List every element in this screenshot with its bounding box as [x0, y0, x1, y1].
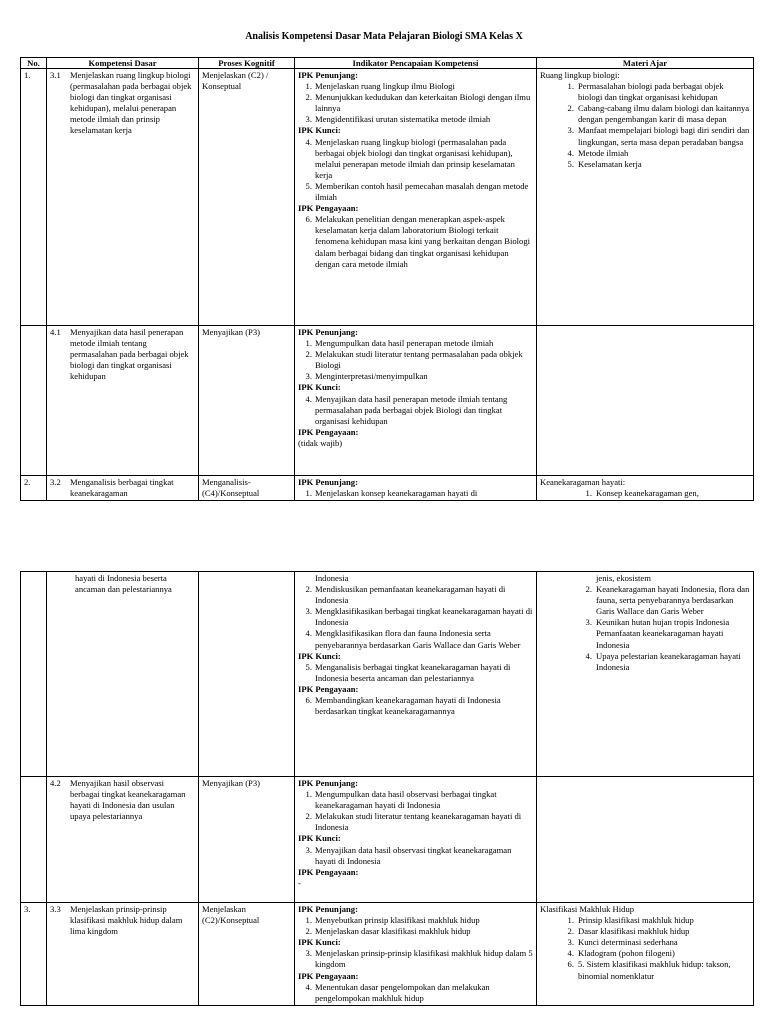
- list-item: 5. Keselamatan kerja: [567, 158, 642, 169]
- ipk-kunci-heading: IPK Kunci:: [298, 125, 341, 136]
- materi-ajar-cell: [537, 69, 754, 326]
- row-number: [21, 326, 47, 476]
- row-number: 3.: [21, 903, 47, 1006]
- tidak-wajib-note: (tidak wajib): [298, 437, 343, 448]
- list-item: 3. Menyajikan data hasil observasi tingkat keanekaragaman hayati di Indonesia: [305, 844, 512, 866]
- kompetensi-dasar-cell: [47, 572, 199, 777]
- table-header-row: [21, 58, 754, 69]
- header-indikator: Indikator Pencapaian Kompetensi: [295, 58, 537, 69]
- kd-number: 4.1: [50, 327, 61, 337]
- list-item: 4. Menjelaskan ruang lingkup biologi (permasalahan pada berbagai objek biologi dan tingkat organisasi kehidupan), melalui penerapan metode ilmiah dan prinsip keselamatan kerja: [305, 136, 515, 180]
- kompetensi-dasar-cell: [47, 326, 199, 476]
- list-item: 2. Menjelaskan dasar klasifikasi makhluk hidup: [305, 926, 471, 937]
- kd-text: hayati di Indonesia beserta ancaman dan pelestariannya: [75, 573, 172, 595]
- document-title: Analisis Kompetensi Dasar Mata Pelajaran Biologi SMA Kelas X: [245, 31, 523, 42]
- indikator-cell: [295, 476, 537, 501]
- proses-kognitif-cell: Menjelaskan (C2) / Konseptual: [199, 69, 295, 326]
- kd-text: Menganalisis berbagai tingkat keanekaragaman: [70, 477, 174, 499]
- list-item: 2. Keanekaragaman hayati Indonesia, flora dan fauna, serta penyebarannya berdasarkan Garis Wallace dan Garis Weber: [585, 584, 750, 617]
- analysis-table-page2: [20, 571, 754, 1006]
- ipk-pengayaan-heading: IPK Pengayaan:: [298, 426, 359, 437]
- list-item: 2. Melakukan studi literatur tentang keanekaragaman hayati di Indonesia: [305, 811, 522, 833]
- list-item: 5. Memberikan contoh hasil pemecahan masalah dengan metode ilmiah: [305, 180, 529, 203]
- page-break: [0, 510, 768, 570]
- materi-ajar-cell: [537, 572, 754, 777]
- header-materi-ajar: Materi Ajar: [537, 58, 754, 69]
- list-item: 4. Kladogram (pohon filogeni): [567, 948, 675, 959]
- list-item: 2. Menunjukkan kedudukan dan keterkaitan Biologi dengan ilmu lainnya: [305, 92, 531, 114]
- list-item: 1. Konsep keanekaragaman gen,: [585, 488, 699, 499]
- table-row: [21, 572, 754, 777]
- list-item: 3. Mengklasifikasikan berbagai tingkat keanekaragaman hayati di Indonesia: [305, 606, 533, 628]
- kd-number: 4.2: [50, 778, 61, 788]
- materi-title: Keanekaragaman hayati:: [540, 477, 626, 487]
- list-item: 1. Mengumpulkan data hasil observasi berbagai tingkat keanekaragaman hayati di Indonesia: [305, 789, 497, 811]
- materi-ajar-cell: [537, 326, 754, 476]
- materi-title: Klasifikasi Makhluk Hidup: [540, 904, 635, 914]
- materi-ajar-cell: [537, 476, 754, 501]
- kompetensi-dasar-cell: [47, 777, 199, 903]
- row-number: [21, 572, 47, 777]
- list-item: 3. Manfaat mempelajari biologi bagi diri sendiri dan lingkungan, serta masa depan peradaban bangsa: [567, 125, 750, 147]
- list-item: 2. Cabang-cabang ilmu dalam biologi dan kaitannya dengan pengembangan karir di masa depan: [567, 103, 750, 125]
- list-item: 1. Prinsip klasifikasi makhluk hidup: [567, 915, 694, 926]
- list-item: 3. Kunci determinasi sederhana: [567, 937, 678, 948]
- materi-title: Ruang lingkup biologi:: [540, 70, 620, 80]
- list-item: 3. Keunikan hutan hujan tropis Indonesia Pemanfaatan keanekaragaman hayati Indonesia: [585, 617, 730, 650]
- proses-kognitif-cell: Menganalisis- (C4)/Konseptual: [199, 476, 295, 501]
- list-item: 4. Upaya pelestarian keanekaragaman hayati Indonesia: [585, 650, 741, 672]
- ipk-kunci-heading: IPK Kunci:: [298, 833, 341, 844]
- list-item: 6. Melakukan penelitian dengan menerapkan aspek-aspek keselamatan kerja dalam laboratorium Biologi terkait fenomena kehidupan masa kini yang berkaitan dengan Biologi dalam berbagai bidang dan tingkat organisasi kehidupan dengan cara metode ilmiah: [305, 214, 531, 269]
- kd-number: 3.1: [50, 70, 61, 80]
- ipk-kunci-heading: IPK Kunci:: [298, 650, 341, 661]
- proses-kognitif-cell: [199, 572, 295, 777]
- pengayaan-dash: -: [298, 877, 301, 888]
- ipk-pengayaan-heading: IPK Pengayaan:: [298, 203, 359, 214]
- ipk-pengayaan-heading: IPK Pengayaan:: [298, 866, 359, 877]
- indikator-cell: [295, 777, 537, 903]
- table-row: [21, 903, 754, 1006]
- kd-text: Menyajikan data hasil penerapan metode ilmiah tentang permasalahan pada berbagai objek biologi dan tingkat organisasi kehidupan: [70, 327, 189, 382]
- list-item: 2. Dasar klasifikasi makhluk hidup: [567, 926, 690, 937]
- indikator-cell: [295, 572, 537, 777]
- materi-ajar-cell: [537, 903, 754, 1006]
- table-row: [21, 777, 754, 903]
- row-number: 1.: [21, 69, 47, 326]
- proses-kognitif-cell: Menyajikan (P3): [199, 326, 295, 476]
- table-row: [21, 476, 754, 501]
- ipk-penunjang-heading: IPK Penunjang:: [298, 477, 358, 487]
- list-item: jenis, ekosistem: [596, 573, 651, 583]
- kd-text: Menjelaskan ruang lingkup biologi (permasalahan pada berbagai objek biologi dan tingkat organisasi kehidupan), melalui penerapan metode ilmiah dan prinsip keselamatan kerja: [70, 70, 192, 136]
- kompetensi-dasar-cell: [47, 903, 199, 1006]
- ipk-penunjang-heading: IPK Penunjang:: [298, 70, 358, 80]
- materi-ajar-cell: [537, 777, 754, 903]
- list-item: 5. Menganalisis berbagai tingkat keanekaragaman hayati di Indonesia beserta ancaman dan pelestariannya: [305, 661, 511, 683]
- header-proses-kognitif: Proses Kognitif: [199, 58, 295, 69]
- list-item: 1. Menyebutkan prinsip klasifikasi makhluk hidup: [305, 915, 480, 926]
- proses-kognitif-cell: Menjelaskan (C2)/Konseptual: [199, 903, 295, 1006]
- list-item: 1. Mengumpulkan data hasil penerapan metode ilmiah: [305, 338, 494, 349]
- ipk-pengayaan-heading: IPK Pengayaan:: [298, 970, 359, 981]
- header-no: No.: [21, 58, 47, 69]
- list-item: 1. Menjelaskan konsep keanekaragaman hayati di: [305, 488, 478, 499]
- list-item: 4. Mengklasifikasikan flora dan fauna Indonesia serta penyebarannya berdasarkan Garis Wallace dan Garis Weber: [305, 628, 521, 650]
- list-item: 3. Mengidentifikasi urutan sistematika metode ilmiah: [305, 114, 491, 125]
- ipk-penunjang-heading: IPK Penunjang:: [298, 904, 358, 914]
- list-item: 2. Mendiskusikan pemanfaatan keanekaragaman hayati di Indonesia: [305, 584, 506, 606]
- list-item: 3. Menjelaskan prinsip-prinsip klasifikasi makhluk hidup dalam 5 kingdom: [305, 948, 533, 970]
- kd-number: 3.3: [50, 904, 61, 914]
- kd-number: 3.2: [50, 477, 61, 487]
- indikator-cell: [295, 69, 537, 326]
- table-row: [21, 326, 754, 476]
- indikator-cell: [295, 903, 537, 1006]
- kompetensi-dasar-cell: [47, 69, 199, 326]
- list-item: 4. Menentukan dasar pengelompokan dan melakukan pengelompokan makhluk hidup: [305, 981, 490, 1003]
- list-item: 1. Permasalahan biologi pada berbagai objek biologi dan tingkat organisasi kehidupan: [567, 81, 724, 103]
- list-item: 4. Menyajikan data hasil penerapan metode ilmiah tentang permasalahan pada berbagai objek Biologi dan tingkat organisasi kehidupan: [305, 393, 508, 426]
- list-item: 6. 5. Sistem klasifikasi makhluk hidup: takson, binomial nomenklatur: [567, 959, 731, 981]
- list-item: 4. Metode ilmiah: [567, 147, 629, 158]
- list-item: 3. Menginterpretasi/menyimpulkan: [305, 371, 428, 382]
- ipk-kunci-heading: IPK Kunci:: [298, 937, 341, 948]
- ipk-kunci-heading: IPK Kunci:: [298, 382, 341, 393]
- header-kompetensi-dasar: Kompetensi Dasar: [47, 58, 199, 69]
- table-row: [21, 69, 754, 326]
- indikator-cell: [295, 326, 537, 476]
- list-item: Indonesia: [315, 573, 349, 583]
- row-number: [21, 777, 47, 903]
- kd-text: Menjelaskan prinsip-prinsip klasifikasi makhluk hidup dalam lima kingdom: [70, 904, 183, 937]
- list-item: 2. Melakukan studi literatur tentang permasalahan pada obkjek Biologi: [305, 349, 523, 371]
- list-item: 6. Membandingkan keanekaragaman hayati di Indonesia berdasarkan tingkat keanekaragamannya: [305, 695, 501, 717]
- row-number: 2.: [21, 476, 47, 501]
- kd-text: Menyajikan hasil observasi berbagai tingkat keanekaragaman hayati di Indonesia dan usulan upaya pelestariannya: [70, 778, 186, 822]
- ipk-penunjang-heading: IPK Penunjang:: [298, 778, 358, 788]
- ipk-penunjang-heading: IPK Penunjang:: [298, 327, 358, 337]
- list-item: 1. Menjelaskan ruang lingkup ilmu Biologi: [305, 81, 455, 92]
- ipk-pengayaan-heading: IPK Pengayaan:: [298, 683, 359, 694]
- analysis-table-page1: [20, 57, 754, 501]
- proses-kognitif-cell: Menyajikan (P3): [199, 777, 295, 903]
- kompetensi-dasar-cell: [47, 476, 199, 501]
